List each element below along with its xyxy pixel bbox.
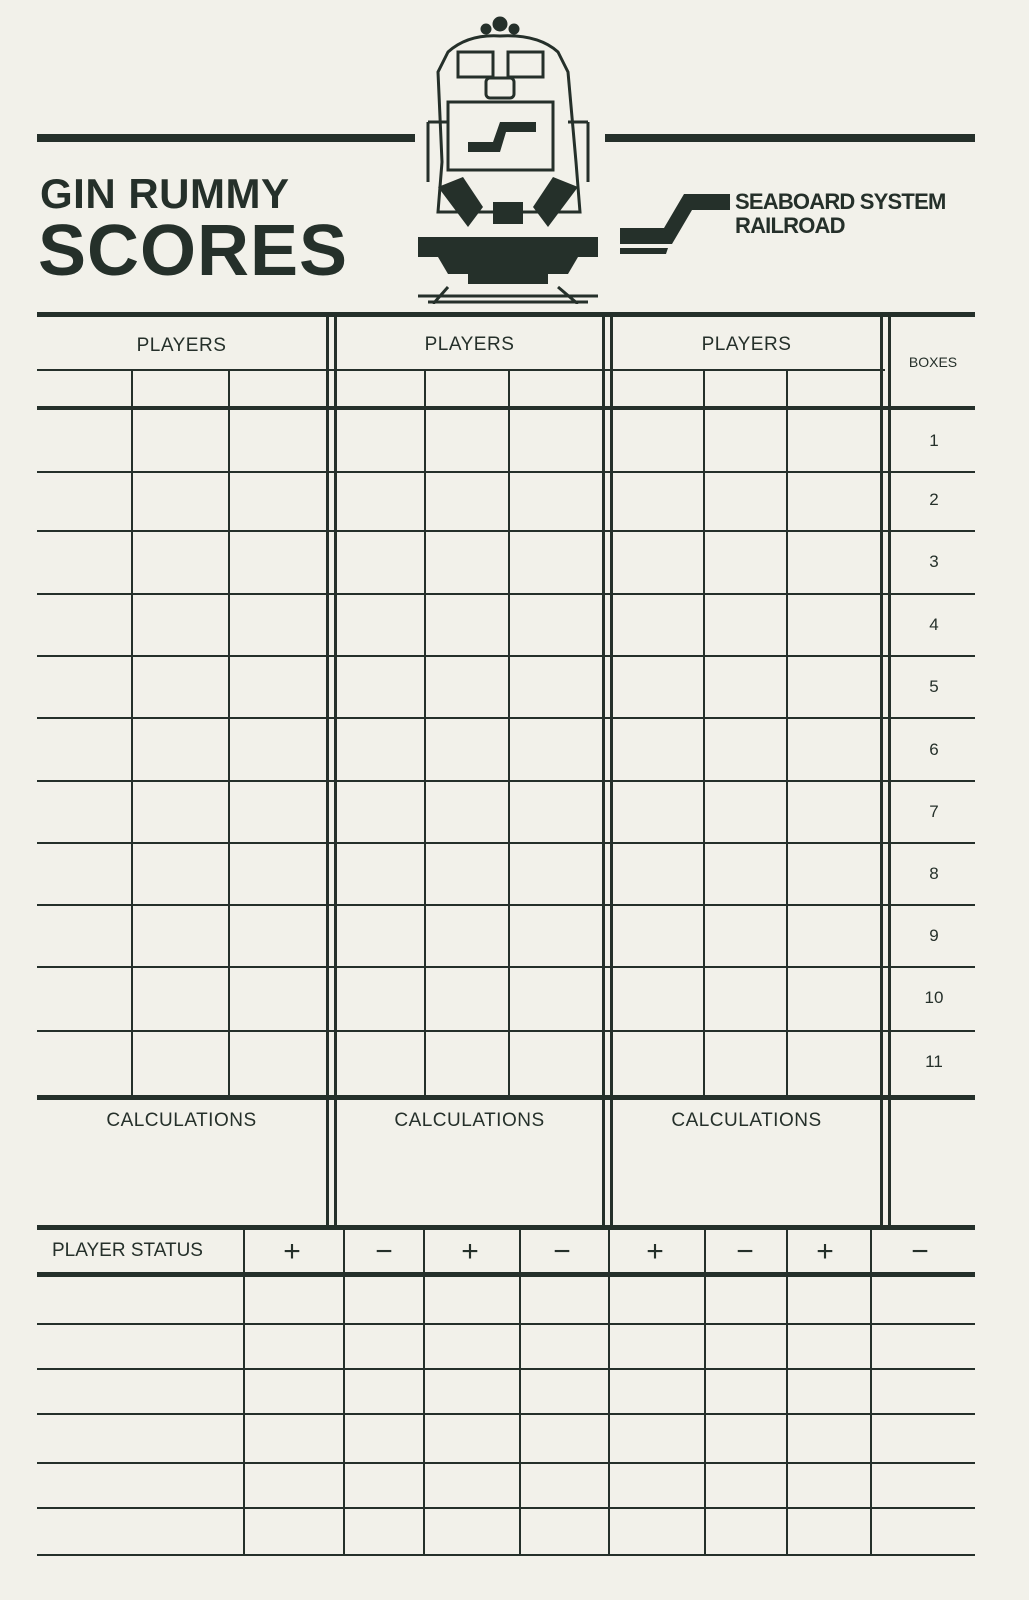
players-header-3: PLAYERS [701,334,792,355]
box-number: 2 [929,490,939,509]
status-row-line [37,1368,975,1370]
header-bottom-rule [37,406,975,410]
grid-top-rule [37,312,975,317]
minus-sign: − [375,1235,393,1268]
brand-name [735,190,945,238]
col-line-a2 [228,370,230,1095]
sep-1a [326,317,329,1227]
plus-sign: + [816,1235,834,1268]
row-line [37,904,975,906]
box-number: 10 [924,988,944,1007]
box-number: 3 [929,552,939,571]
locomotive-icon [408,12,608,304]
players-header-1: PLAYERS [136,335,227,356]
title-line2: SCORES [38,211,349,291]
row-line [37,655,975,657]
plus-sign: + [283,1235,301,1268]
minus-sign: − [911,1235,929,1268]
title-line1: GIN RUMMY [40,170,290,217]
calculations-header-2: CALCULATIONS [394,1110,545,1131]
calculations-header-3: CALCULATIONS [671,1110,822,1131]
top-rule-right [605,134,975,142]
sep-3b [888,317,891,1227]
plus-sign: + [646,1235,664,1268]
plus-sign: + [461,1235,479,1268]
calculations-top-rule [37,1095,975,1100]
box-number: 1 [929,431,939,450]
box-number: 9 [929,926,939,945]
minus-sign: − [553,1235,571,1268]
box-number: 5 [929,677,939,696]
status-row-line [37,1462,975,1464]
status-row-line [37,1507,975,1509]
col-line-c1 [703,370,705,1095]
seaboard-logo-icon [620,194,730,260]
row-line [37,1030,975,1032]
header-sub-rule [37,369,885,371]
row-line [37,842,975,844]
box-number: 7 [929,802,939,821]
box-number: 6 [929,740,939,759]
boxes-header: BOXES [908,354,958,370]
status-bottom-rule [37,1554,975,1556]
calculations-header-1: CALCULATIONS [106,1110,257,1131]
sep-2b [610,317,613,1227]
brand-line2: RAILROAD [735,213,845,238]
row-line [37,471,975,473]
status-row-line [37,1413,975,1415]
col-line-b1 [424,370,426,1095]
brand-line1: SEABOARD SYSTEM [735,189,946,214]
row-line [37,780,975,782]
row-line [37,717,975,719]
minus-sign: − [736,1235,754,1268]
row-line [37,593,975,595]
status-top-rule [37,1225,975,1230]
players-header-2: PLAYERS [424,334,515,355]
col-line-a1 [131,370,133,1095]
status-row-line [37,1323,975,1325]
sep-2a [602,317,605,1227]
col-line-c2 [786,370,788,1095]
sep-1b [334,317,337,1227]
player-status-label: PLAYER STATUS [52,1240,203,1261]
row-line [37,966,975,968]
sep-3a [880,317,883,1227]
col-line-b2 [508,370,510,1095]
box-number: 8 [929,864,939,883]
box-number: 11 [925,1052,943,1071]
status-header-rule [37,1272,975,1277]
top-rule-left [37,134,415,142]
box-number: 4 [929,615,939,634]
row-line [37,530,975,532]
